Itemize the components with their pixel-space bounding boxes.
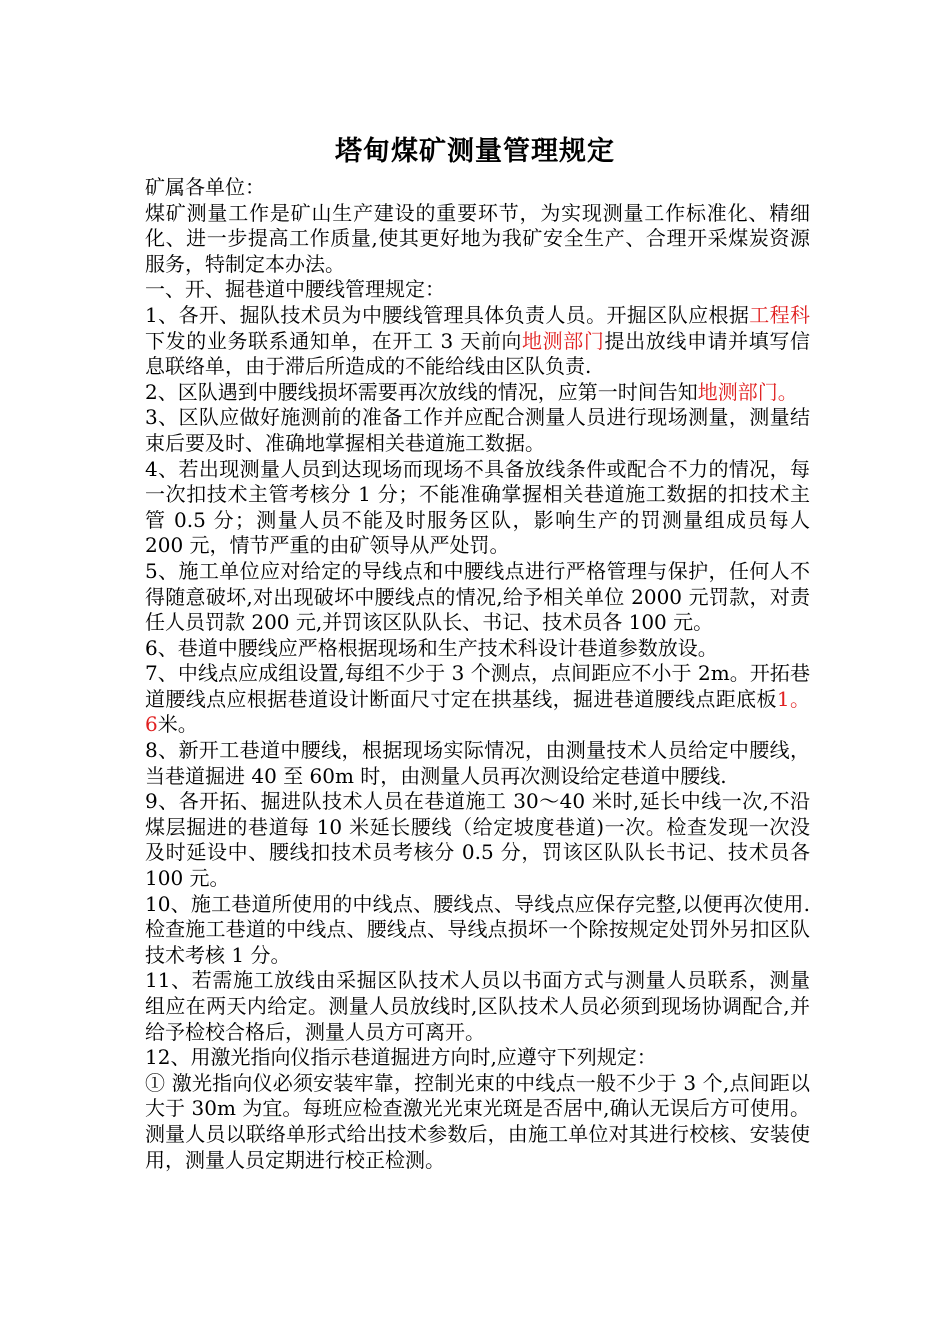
highlight-survey-dept-2: 地测部门。 — [697, 379, 798, 404]
intro-paragraph: 煤矿测量工作是矿山生产建设的重要环节，为实现测量工作标准化、精细化、进一步提高工作质量,使其更好地为我矿安全生产、合理开采煤炭资源服务，特制定本办法。 — [145, 200, 810, 276]
document-title: 塔甸煤矿测量管理规定 — [335, 136, 615, 167]
rule-item-12: 12、用激光指向仪指示巷道掘进方向时,应遵守下列规定： — [145, 1045, 657, 1070]
rule-item-4: 4、若出现测量人员到达现场而现场不具备放线条件或配合不力的情况，每一次扣技术主管考核分 1 分；不能准确掌握相关巷道施工数据的扣技术主管 0.5 分；测量人员不能及时服务区队，影响生产的罚测量组成员每人 200 元，情节严重的由矿领导从严处罚。 — [145, 456, 810, 558]
rule-item-9: 9、各开拓、掘进队技术人员在巷道施工 30～40 米时,延长中线一次,不沿煤层掘进的巷道每 10 米延长腰线（给定坡度巷道)一次。检查发现一次没及时延设中、腰线扣技术员考核分 0.5 分，罚该区队队长书记、技术员各 100 元。 — [145, 789, 810, 891]
rule-item-1-text-e: 提出放线申请并填写信息联络单，由于滞后所造成的不能给线由区队负责. — [145, 328, 810, 379]
highlight-survey-dept: 地测部门 — [522, 328, 605, 353]
rule-item-7-text-a: 7、中线点应成组设置,每组不少于 3 个测点，点间距应不小于 2m。开拓巷道腰线点应根据巷道设计断面尺寸定在拱基线，掘进巷道腰线点距底板 — [145, 661, 810, 711]
rule-item-5: 5、施工单位应对给定的导线点和中腰线点进行严格管理与保护，任何人不得随意破坏,对出现破坏中腰线点的情况,给予相关单位 2000 元罚款，对责任人员罚款 200 元,并罚该区队队长、书记、技术员各 100 元。 — [145, 558, 810, 635]
rule-item-10: 10、施工巷道所使用的中线点、腰线点、导线点应保存完整,以便再次使用.检查施工巷道的中线点、腰线点、导线点损坏一个除按规定处罚外另扣区队技术考核 1 分。 — [145, 891, 810, 967]
rule-item-1 — [145, 303, 810, 380]
highlight-engineering-dept: 工程科 — [749, 302, 811, 327]
rule-item-6: 6、巷道中腰线应严格根据现场和生产技术科设计巷道参数放设。 — [145, 635, 718, 660]
rule-item-8: 8、新开工巷道中腰线，根据现场实际情况，由测量技术人员给定中腰线，当巷道掘进 40 至 60m 时，由测量人员再次测设给定巷道中腰线. — [145, 738, 810, 788]
rule-item-2-text-a: 2、区队遇到中腰线损坏需要再次放线的情况，应第一时间告知 — [145, 379, 698, 404]
salutation: 矿属各单位： — [145, 175, 265, 199]
rule-item-11: 11、若需施工放线由采掘区队技术人员以书面方式与测量人员联系，测量组应在两天内给定。测量人员放线时,区队技术人员必须到现场协调配合,并给予检校合格后，测量人员方可离开。 — [145, 968, 810, 1044]
rule-item-1-text-a: 1、各开、掘队技术员为中腰线管理具体负责人员。开掘区队应根据 — [145, 302, 750, 327]
section-heading: 一、开、掘巷道中腰线管理规定： — [145, 277, 445, 302]
rule-item-7-text-c: 米。 — [157, 712, 198, 737]
rule-item-1-text-c: 下发的业务联系通知单，在开工 3 天前向 — [145, 328, 523, 353]
rule-item-7 — [145, 661, 810, 738]
document-body — [145, 175, 810, 1173]
rule-item-3: 3、区队应做好施测前的准备工作并应配合测量人员进行现场测量，测量结束后要及时、准确地掌握相关巷道施工数据。 — [145, 405, 810, 455]
rule-item-12-sub-1: ① 激光指向仪必须安装牢靠，控制光束的中线点一般不少于 3 个,点间距以大于 30m 为宜。每班应检查激光光束光斑是否居中,确认无误后方可使用。测量人员以联络单形式给出技术参数后，由施工单位对其进行校核、安装使用，测量人员定期进行校正检测。 — [145, 1070, 810, 1172]
rule-item-2 — [145, 380, 810, 406]
highlight-height-value: 1。6 — [145, 686, 810, 737]
